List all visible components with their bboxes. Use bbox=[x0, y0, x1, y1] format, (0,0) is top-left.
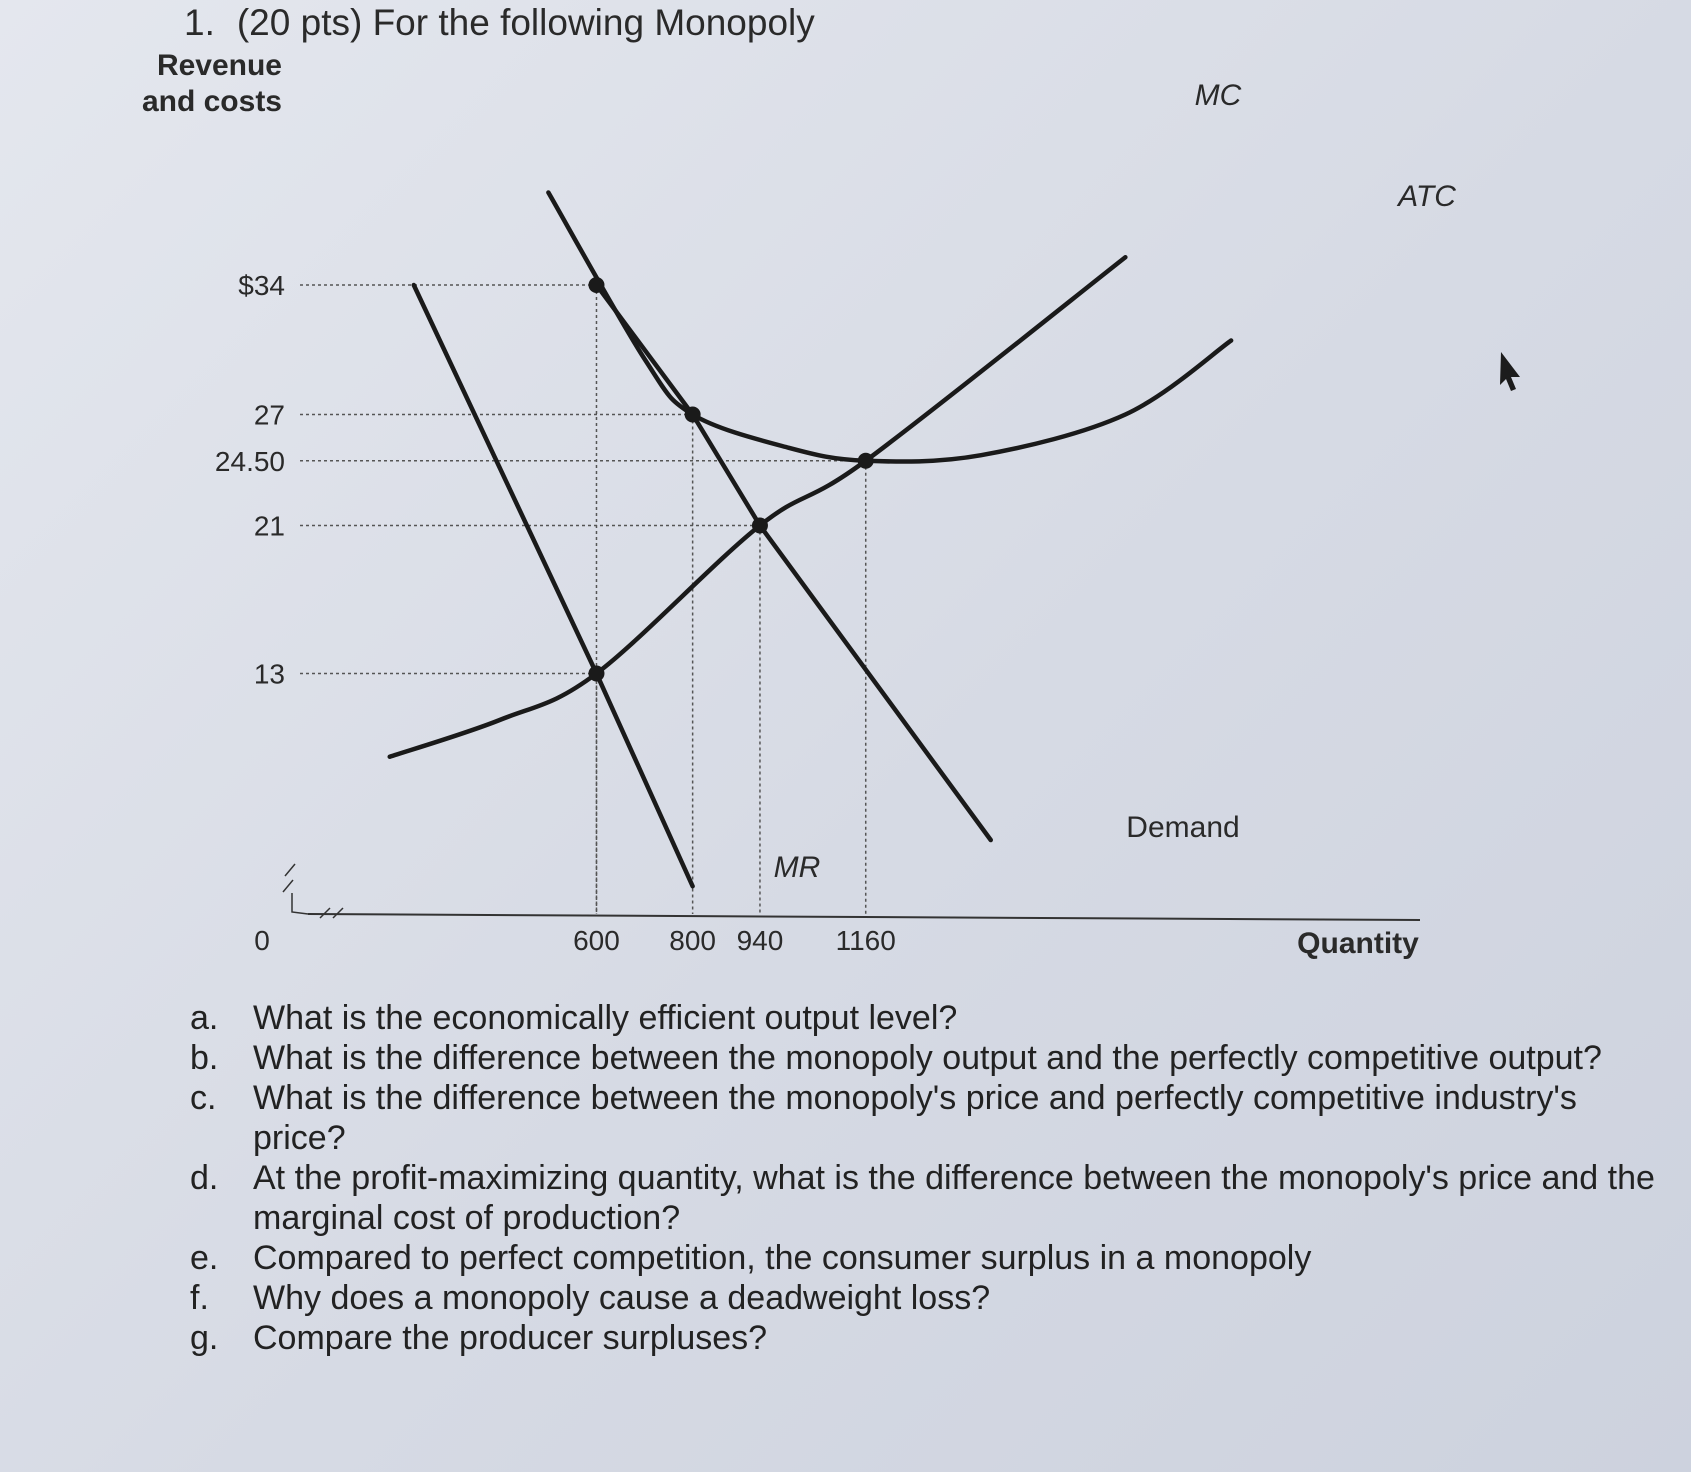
x-tick-label: 800 bbox=[669, 925, 716, 956]
question-letter: a. bbox=[190, 999, 219, 1037]
curves bbox=[390, 193, 1231, 887]
origin-label: 0 bbox=[254, 925, 270, 956]
y-tick-label: 21 bbox=[253, 510, 285, 542]
question-text: What is the difference between the monopoly output and the perfectly competitive output? bbox=[253, 1039, 1602, 1077]
series-mc-curve bbox=[390, 257, 1126, 757]
axes bbox=[283, 864, 1420, 920]
question-item bbox=[190, 1038, 1660, 1078]
intersection-point bbox=[588, 666, 604, 682]
x-tick-label: 940 bbox=[736, 925, 784, 956]
question-text: Compared to perfect competition, the consumer surplus in a monopoly bbox=[253, 1239, 1312, 1277]
question-text: At the profit-maximizing quantity, what is the difference between the monopoly's price and the marginal cost of production? bbox=[253, 1159, 1655, 1237]
series-label-atc: ATC bbox=[1398, 180, 1456, 213]
question-text: Compare the producer surpluses? bbox=[253, 1319, 768, 1357]
series-demand-curve bbox=[596, 285, 990, 840]
question-letter: f. bbox=[190, 1279, 209, 1317]
x-tick-labels bbox=[573, 925, 896, 956]
cursor-arrow-icon bbox=[1500, 352, 1520, 391]
question-text: What is the economically efficient output level? bbox=[253, 999, 958, 1037]
x-tick-label: 600 bbox=[573, 925, 620, 956]
y-tick-label: 13 bbox=[253, 658, 285, 690]
x-axis-break bbox=[320, 908, 343, 918]
guide-lines bbox=[300, 285, 866, 914]
y-tick-label: 27 bbox=[253, 399, 285, 431]
intersection-point bbox=[588, 277, 604, 293]
question-item bbox=[190, 1158, 1660, 1238]
question-list bbox=[190, 998, 1660, 1358]
question-letter: e. bbox=[190, 1239, 219, 1277]
question-item bbox=[190, 1078, 1660, 1158]
question-letter: b. bbox=[190, 1039, 219, 1077]
y-tick-label: 24.50 bbox=[214, 445, 285, 477]
intersection-point bbox=[752, 518, 768, 534]
question-text: What is the difference between the monopoly's price and perfectly competitive industry's price? bbox=[253, 1079, 1577, 1157]
x-tick-label: 1160 bbox=[835, 925, 896, 956]
y-tick-labels bbox=[215, 270, 285, 690]
question-item bbox=[190, 998, 1660, 1038]
question-item bbox=[190, 1318, 1660, 1358]
y-axis-break bbox=[283, 864, 308, 914]
question-letter: g. bbox=[190, 1319, 219, 1357]
question-text: Why does a monopoly cause a deadweight loss? bbox=[253, 1279, 991, 1317]
y-axis-title-line-1: Revenue bbox=[156, 49, 282, 82]
question-item bbox=[190, 1238, 1660, 1278]
question-title-text: (20 pts) For the following Monopoly bbox=[236, 2, 815, 43]
y-axis-title-line-2: and costs bbox=[141, 85, 282, 118]
y-axis-title bbox=[142, 49, 282, 118]
intersection-point bbox=[685, 407, 701, 423]
y-tick-label: $34 bbox=[238, 270, 285, 301]
series-label-mr: MR bbox=[773, 851, 821, 884]
x-axis-title: Quantity bbox=[1297, 927, 1419, 960]
question-letter: c. bbox=[190, 1079, 217, 1117]
intersection-point bbox=[858, 453, 874, 469]
series-atc-curve bbox=[548, 193, 1231, 462]
question-number: 1. bbox=[184, 2, 215, 43]
series-mr-curve bbox=[414, 285, 693, 886]
series-label-mc: MC bbox=[1194, 79, 1242, 112]
question-item bbox=[190, 1278, 1660, 1318]
series-label-demand: Demand bbox=[1126, 811, 1240, 844]
question-letter: d. bbox=[190, 1159, 219, 1197]
x-axis bbox=[308, 914, 1420, 920]
